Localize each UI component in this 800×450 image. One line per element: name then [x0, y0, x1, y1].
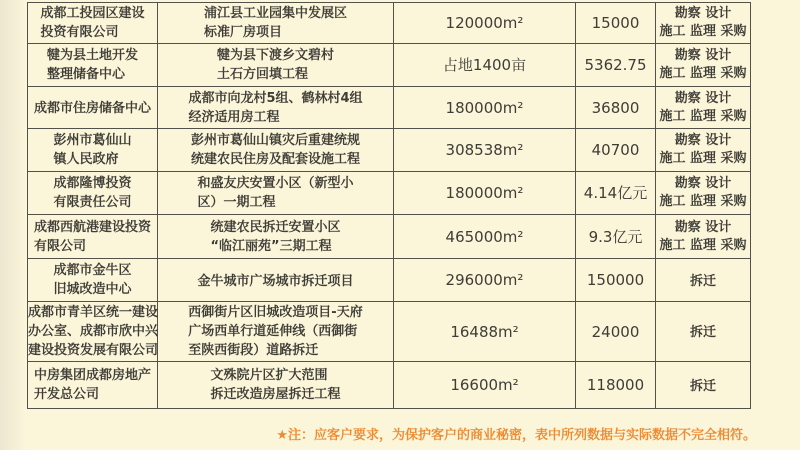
project-text: 和盛友庆安置小区（新型小 区）一期工程 — [197, 176, 354, 210]
client-cell — [28, 172, 158, 215]
client-text: 成都市金牛区 旧城改造中心 — [53, 263, 132, 297]
services-cell — [656, 87, 751, 129]
area-cell — [394, 44, 576, 87]
amount-cell — [576, 44, 656, 87]
client-cell — [28, 215, 158, 259]
amount-text: 4.14亿元 — [583, 184, 648, 202]
services-text: 勘察 设计 施工 监理 采购 — [659, 48, 747, 81]
client-text: 成都市住房储备中心 — [33, 101, 151, 116]
area-cell — [394, 302, 576, 362]
services-text: 勘察 设计 施工 监理 采购 — [659, 133, 747, 166]
services-cell — [656, 44, 751, 87]
services-cell — [656, 302, 751, 362]
amount-text: 5362.75 — [584, 56, 647, 74]
amount-cell — [576, 362, 656, 409]
page-edge-shade — [0, 0, 26, 450]
services-text: 勘察 设计 施工 监理 采购 — [659, 176, 747, 209]
area-cell — [394, 172, 576, 215]
client-cell — [28, 302, 158, 362]
footnote: ★注：应客户要求，为保护客户的商业秘密，表中所列数据与实际数据不完全相符。 — [276, 428, 756, 443]
project-cell — [158, 129, 394, 172]
project-cell — [158, 215, 394, 259]
project-text: 浦江县工业园集中发展区 标准厂房项目 — [203, 6, 347, 40]
client-text: 彭州市葛仙山 镇人民政府 — [53, 133, 132, 167]
area-text: 16600m² — [450, 376, 519, 394]
area-text: 465000m² — [445, 227, 524, 246]
client-text: 成都西航港建设投资 有限公司 — [33, 219, 151, 254]
client-text: 中房集团成都房地产 开发总公司 — [33, 368, 151, 402]
client-text: 成都市青羊区统一建设 办公室、成都市欣中兴 建设投资发展有限公司 — [28, 305, 159, 358]
project-cell — [158, 172, 394, 215]
services-text: 拆迁 — [689, 378, 716, 394]
services-cell — [656, 3, 751, 44]
amount-text: 24000 — [591, 322, 640, 341]
project-text: 西御街片区旧城改造项目-天府 广场西单行道延伸线（西御街 至陕西街段）道路拆迁 — [188, 305, 363, 358]
services-cell — [656, 215, 751, 259]
area-cell — [394, 362, 576, 409]
client-cell — [28, 3, 158, 44]
client-text: 成都隆博投资 有限责任公司 — [53, 176, 132, 210]
amount-cell — [576, 3, 656, 44]
area-cell — [394, 129, 576, 172]
area-text: 296000m² — [445, 271, 524, 289]
services-text: 拆迁 — [689, 273, 716, 289]
project-cell — [158, 259, 394, 302]
client-text: 犍为县土地开发 整理储备中心 — [46, 48, 138, 82]
project-cell — [158, 302, 394, 362]
area-cell — [394, 215, 576, 259]
services-text: 拆迁 — [689, 325, 716, 340]
area-text: 180000m² — [445, 184, 524, 202]
services-text: 勘察 设计 施工 监理 采购 — [659, 219, 747, 253]
area-text: 16488m² — [450, 322, 519, 341]
amount-cell — [576, 87, 656, 129]
table-row — [28, 129, 751, 172]
amount-cell — [576, 259, 656, 302]
area-cell — [394, 3, 576, 44]
client-text: 成都工投园区建设 投资有限公司 — [40, 6, 145, 40]
amount-cell — [576, 302, 656, 362]
projects-table — [27, 2, 751, 409]
table-row — [28, 172, 751, 215]
amount-cell — [576, 172, 656, 215]
amount-text: 9.3亿元 — [588, 227, 643, 246]
amount-text: 118000 — [586, 376, 645, 394]
amount-text: 36800 — [591, 98, 640, 117]
area-text: 308538m² — [445, 141, 524, 159]
table-row — [28, 259, 751, 302]
table-row — [28, 3, 751, 44]
area-text: 180000m² — [445, 98, 524, 117]
project-text: 文殊院片区扩大范围 拆迁改造房屋拆迁工程 — [210, 368, 341, 402]
table-row — [28, 87, 751, 129]
client-cell — [28, 129, 158, 172]
amount-cell — [576, 129, 656, 172]
amount-text: 40700 — [591, 141, 640, 159]
amount-cell — [576, 215, 656, 259]
project-cell — [158, 362, 394, 409]
table-row — [28, 44, 751, 87]
project-cell — [158, 3, 394, 44]
project-cell — [158, 44, 394, 87]
services-text: 勘察 设计 施工 监理 采购 — [659, 6, 747, 39]
table-row — [28, 362, 751, 409]
project-cell — [158, 87, 394, 129]
project-text: 统建农民拆迁安置小区 “临江丽苑”三期工程 — [210, 219, 341, 254]
area-text: 120000m² — [445, 14, 524, 32]
project-text: 犍为县下渡乡文碧村 土石方回填工程 — [216, 48, 334, 82]
project-text: 彭州市葛仙山镇灾后重建统规 统建农民住房及配套设施工程 — [190, 133, 360, 167]
services-cell — [656, 259, 751, 302]
area-cell — [394, 87, 576, 129]
client-cell — [28, 87, 158, 129]
client-cell — [28, 259, 158, 302]
area-cell — [394, 259, 576, 302]
table-body — [28, 3, 751, 409]
table-row — [28, 215, 751, 259]
client-cell — [28, 44, 158, 87]
project-text: 金牛城市广场城市拆迁项目 — [197, 273, 354, 289]
services-cell — [656, 129, 751, 172]
services-cell — [656, 172, 751, 215]
client-cell — [28, 362, 158, 409]
project-text: 成都市向龙村5组、鹤林村4组 经济适用房工程 — [188, 90, 363, 125]
services-text: 勘察 设计 施工 监理 采购 — [659, 90, 747, 124]
table-row — [28, 302, 751, 362]
area-text: 占地1400亩 — [442, 56, 527, 74]
services-cell — [656, 362, 751, 409]
amount-text: 15000 — [591, 14, 640, 32]
amount-text: 150000 — [586, 271, 645, 289]
